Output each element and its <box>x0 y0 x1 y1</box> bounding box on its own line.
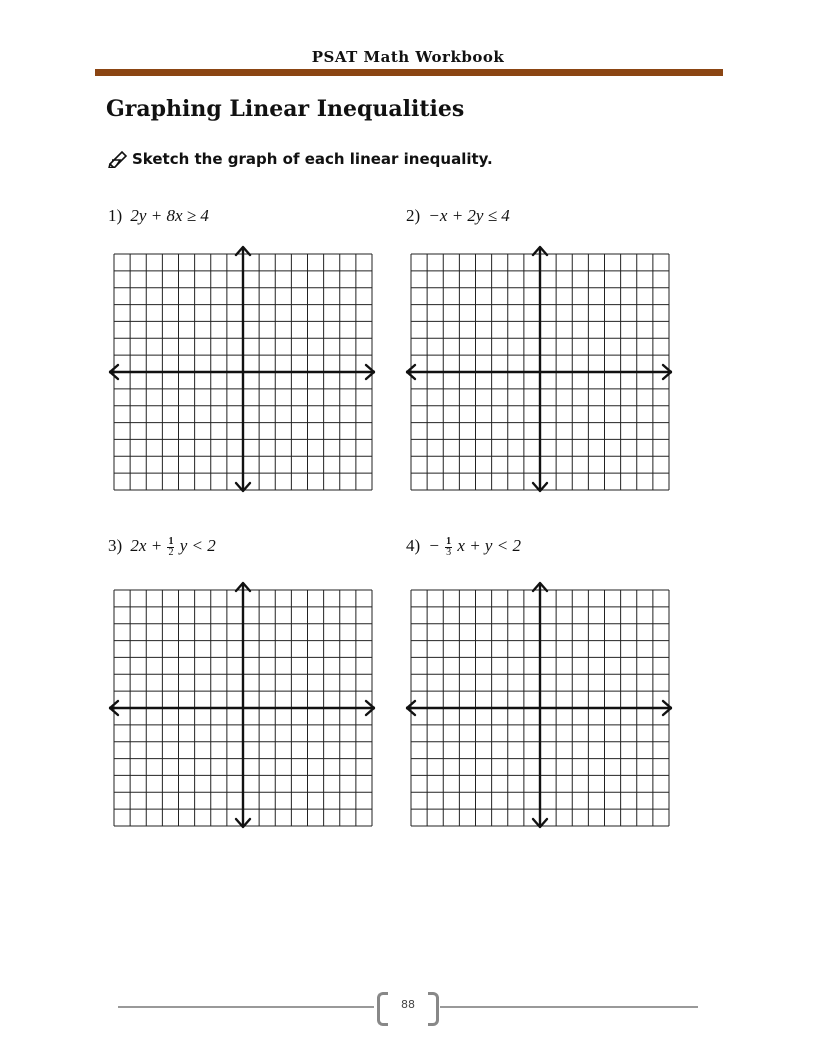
page-footer <box>0 992 816 1024</box>
problem-1 <box>108 206 209 226</box>
instruction-text: Sketch the graph of each linear inequality. <box>132 150 493 168</box>
workbook-header-title: PSAT Math Workbook <box>311 48 505 66</box>
grid-svg <box>108 580 376 830</box>
footer-rule-left <box>118 1006 374 1008</box>
grid-svg <box>405 580 673 830</box>
problem-expression-part: − <box>428 536 440 555</box>
header-rule <box>95 69 723 76</box>
problem-expression: −x + 2y ≤ 4 <box>428 206 510 225</box>
page-title: Graphing Linear Inequalities <box>106 96 465 122</box>
problem-number: 2) <box>406 206 421 225</box>
fraction <box>445 537 452 558</box>
problem-number: 4) <box>406 536 421 555</box>
fraction-denominator: 3 <box>446 546 452 558</box>
problem-expression-part: 2x + <box>130 536 163 555</box>
problem-expression-part: x + y < 2 <box>457 536 521 555</box>
coordinate-grid-3[interactable] <box>108 580 376 830</box>
coordinate-grid-1[interactable] <box>108 244 376 494</box>
fraction-numerator: 1 <box>168 535 174 547</box>
problem-number: 3) <box>108 536 123 555</box>
instruction-line <box>108 150 493 168</box>
problem-expression-part: y < 2 <box>179 536 216 555</box>
problem-number: 1) <box>108 206 123 225</box>
left-bracket <box>377 992 388 1026</box>
problem-3 <box>108 536 216 558</box>
footer-rule-right <box>440 1006 698 1008</box>
problem-2 <box>406 206 510 226</box>
coordinate-grid-4[interactable] <box>405 580 673 830</box>
problem-expression: 2y + 8x ≥ 4 <box>130 206 209 225</box>
coordinate-grid-2[interactable] <box>405 244 673 494</box>
pencil-icon <box>108 150 130 168</box>
page-number: 88 <box>401 998 415 1011</box>
problem-4 <box>406 536 521 558</box>
right-bracket <box>428 992 439 1026</box>
fraction <box>167 537 174 558</box>
fraction-numerator: 1 <box>446 535 452 547</box>
fraction-denominator: 2 <box>168 546 174 558</box>
grid-svg <box>108 244 376 494</box>
grid-svg <box>405 244 673 494</box>
